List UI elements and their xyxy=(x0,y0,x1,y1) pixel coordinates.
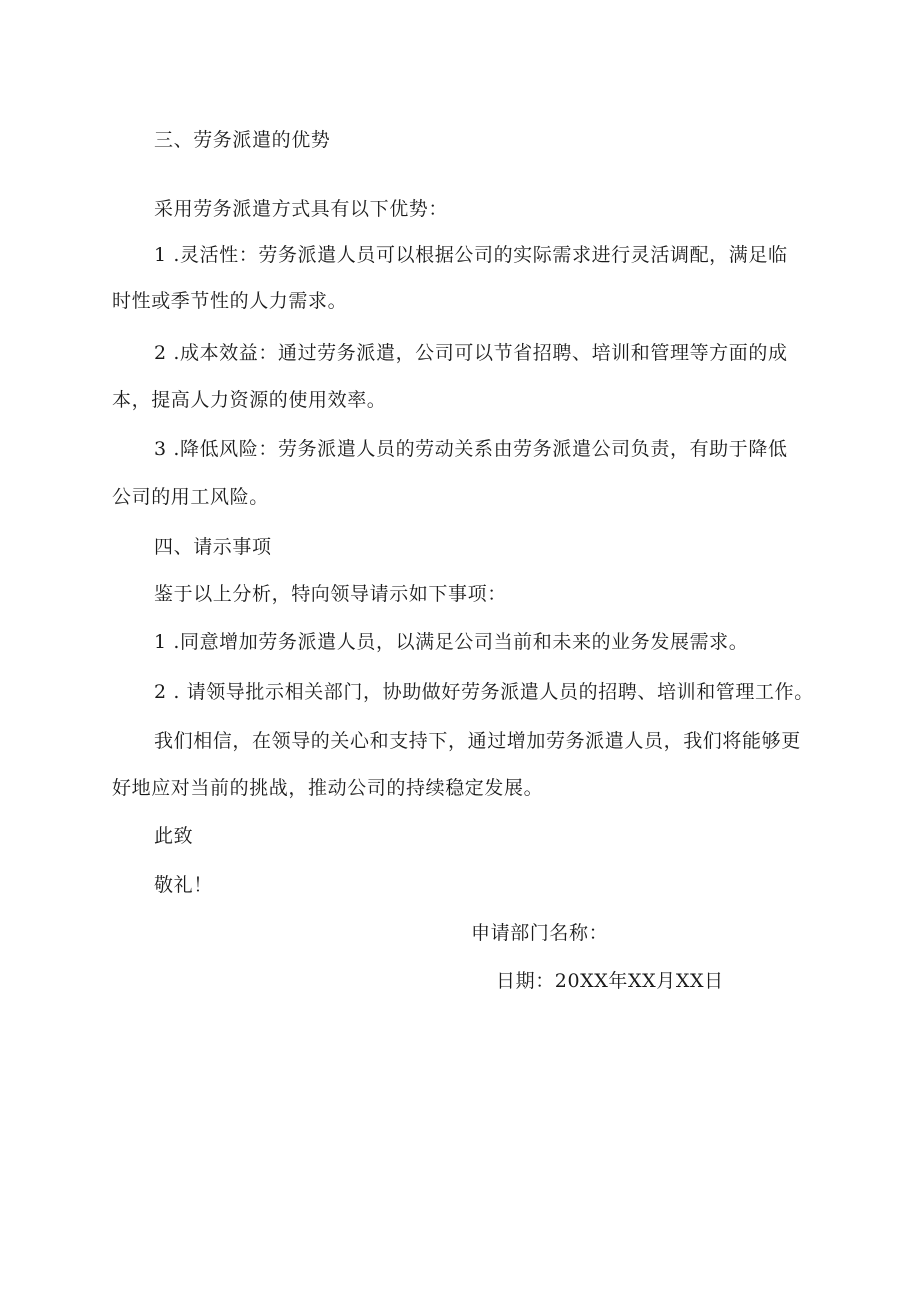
section3-item1-line2: 时性或季节性的人力需求。 xyxy=(112,290,348,312)
signature-department: 申请部门名称： xyxy=(471,922,609,944)
section3-item1-line1: 1 .灵活性：劳务派遣人员可以根据公司的实际需求进行灵活调配，满足临 xyxy=(154,244,788,266)
section4-item1: 1 .同意增加劳务派遣人员，以满足公司当前和未来的业务发展需求。 xyxy=(154,631,749,653)
salute-line1: 此致 xyxy=(154,825,194,847)
section4-item2: 2 . 请领导批示相关部门，协助做好劳务派遣人员的招聘、培训和管理工作。 xyxy=(154,681,814,703)
closing-line1: 我们相信，在领导的关心和支持下，通过增加劳务派遣人员，我们将能够更 xyxy=(154,730,801,752)
section3-item3-line2: 公司的用工风险。 xyxy=(112,486,269,508)
salute-line2: 敬礼！ xyxy=(154,874,213,896)
section3-intro: 采用劳务派遣方式具有以下优势： xyxy=(154,198,449,220)
section4-heading: 四、请示事项 xyxy=(154,536,272,558)
section3-item3-line1: 3 .降低风险：劳务派遣人员的劳动关系由劳务派遣公司负责，有助于降低 xyxy=(154,438,788,460)
signature-date: 日期：20XX年XX月XX日 xyxy=(496,970,724,992)
closing-line2: 好地应对当前的挑战，推动公司的持续稳定发展。 xyxy=(112,777,544,799)
section4-intro: 鉴于以上分析，特向领导请示如下事项： xyxy=(154,583,507,605)
section3-item2-line1: 2 .成本效益：通过劳务派遣，公司可以节省招聘、培训和管理等方面的成 xyxy=(154,342,788,364)
section3-heading: 三、劳务派遣的优势 xyxy=(154,129,331,151)
section3-item2-line2: 本，提高人力资源的使用效率。 xyxy=(112,389,387,411)
